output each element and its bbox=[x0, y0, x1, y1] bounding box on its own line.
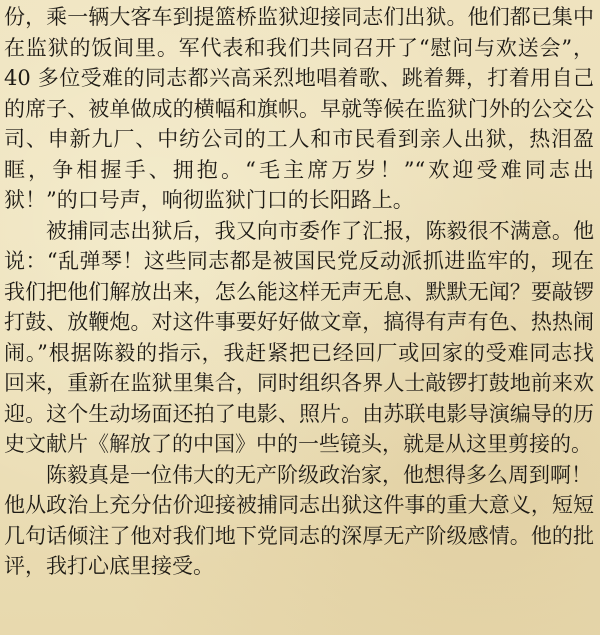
text-line: 他从政治上充分估价迎接被捕同志出狱这件事的重大意义，短短 bbox=[4, 493, 594, 517]
text-line: 份，乘一辆大客车到提篮桥监狱迎接同志们出狱。他们都已集中 bbox=[4, 5, 594, 29]
text-line: 说：“乱弹琴！这些同志都是被国民党反动派抓进监牢的，现在 bbox=[4, 249, 594, 273]
paragraph-end-line: 狱！”的口号声，响彻监狱门口的长阳路上。 bbox=[4, 188, 414, 212]
text-line: 几句话倾注了他对我们地下党同志的深厚无产阶级感情。他的批 bbox=[4, 523, 594, 548]
text-line: 我们把他们解放出来，怎么能这样无声无息、默默无闻？要敲锣 bbox=[4, 279, 594, 304]
body-text bbox=[4, 2, 594, 582]
text-line: 司、申新九厂、中纺公司的工人和市民看到亲人出狱，热泪盈 bbox=[4, 127, 594, 151]
paragraph-end-line: 史文献片《解放了的中国》中的一些镜头，就是从这里剪接的。 bbox=[4, 432, 592, 456]
text-line: 在监狱的饭间里。军代表和我们共同召开了“慰问与欢送会”， bbox=[4, 35, 594, 60]
paragraph-end-line: 评，我打心底里接受。 bbox=[4, 554, 214, 578]
paragraph-start-line: 被捕同志出狱后，我又向市委作了汇报，陈毅很不满意。他 bbox=[46, 218, 594, 243]
paragraph-start-line: 陈毅真是一位伟大的无产阶级政治家，他想得多么周到啊！ bbox=[46, 462, 592, 487]
text-line: 迎。这个生动场面还拍了电影、照片。由苏联电影导演编导的历 bbox=[4, 401, 594, 426]
text-line: 回来，重新在监狱里集合，同时组织各界人士敲锣打鼓地前来欢 bbox=[4, 371, 594, 395]
text-line: 打鼓、放鞭炮。对这件事要好好做文章，搞得有声有色、热热闹 bbox=[4, 310, 594, 334]
text-line: 40 多位受难的同志都兴高采烈地唱着歌、跳着舞，打着用自己 bbox=[4, 66, 594, 90]
text-line: 的席子、被单做成的横幅和旗帜。早就等候在监狱门外的公交公 bbox=[4, 96, 594, 121]
text-line: 眶，争相握手、拥抱。“毛主席万岁！”“欢迎受难同志出 bbox=[4, 157, 594, 182]
text-line: 闹。”根据陈毅的指示，我赶紧把已经回厂或回家的受难同志找 bbox=[4, 340, 594, 365]
